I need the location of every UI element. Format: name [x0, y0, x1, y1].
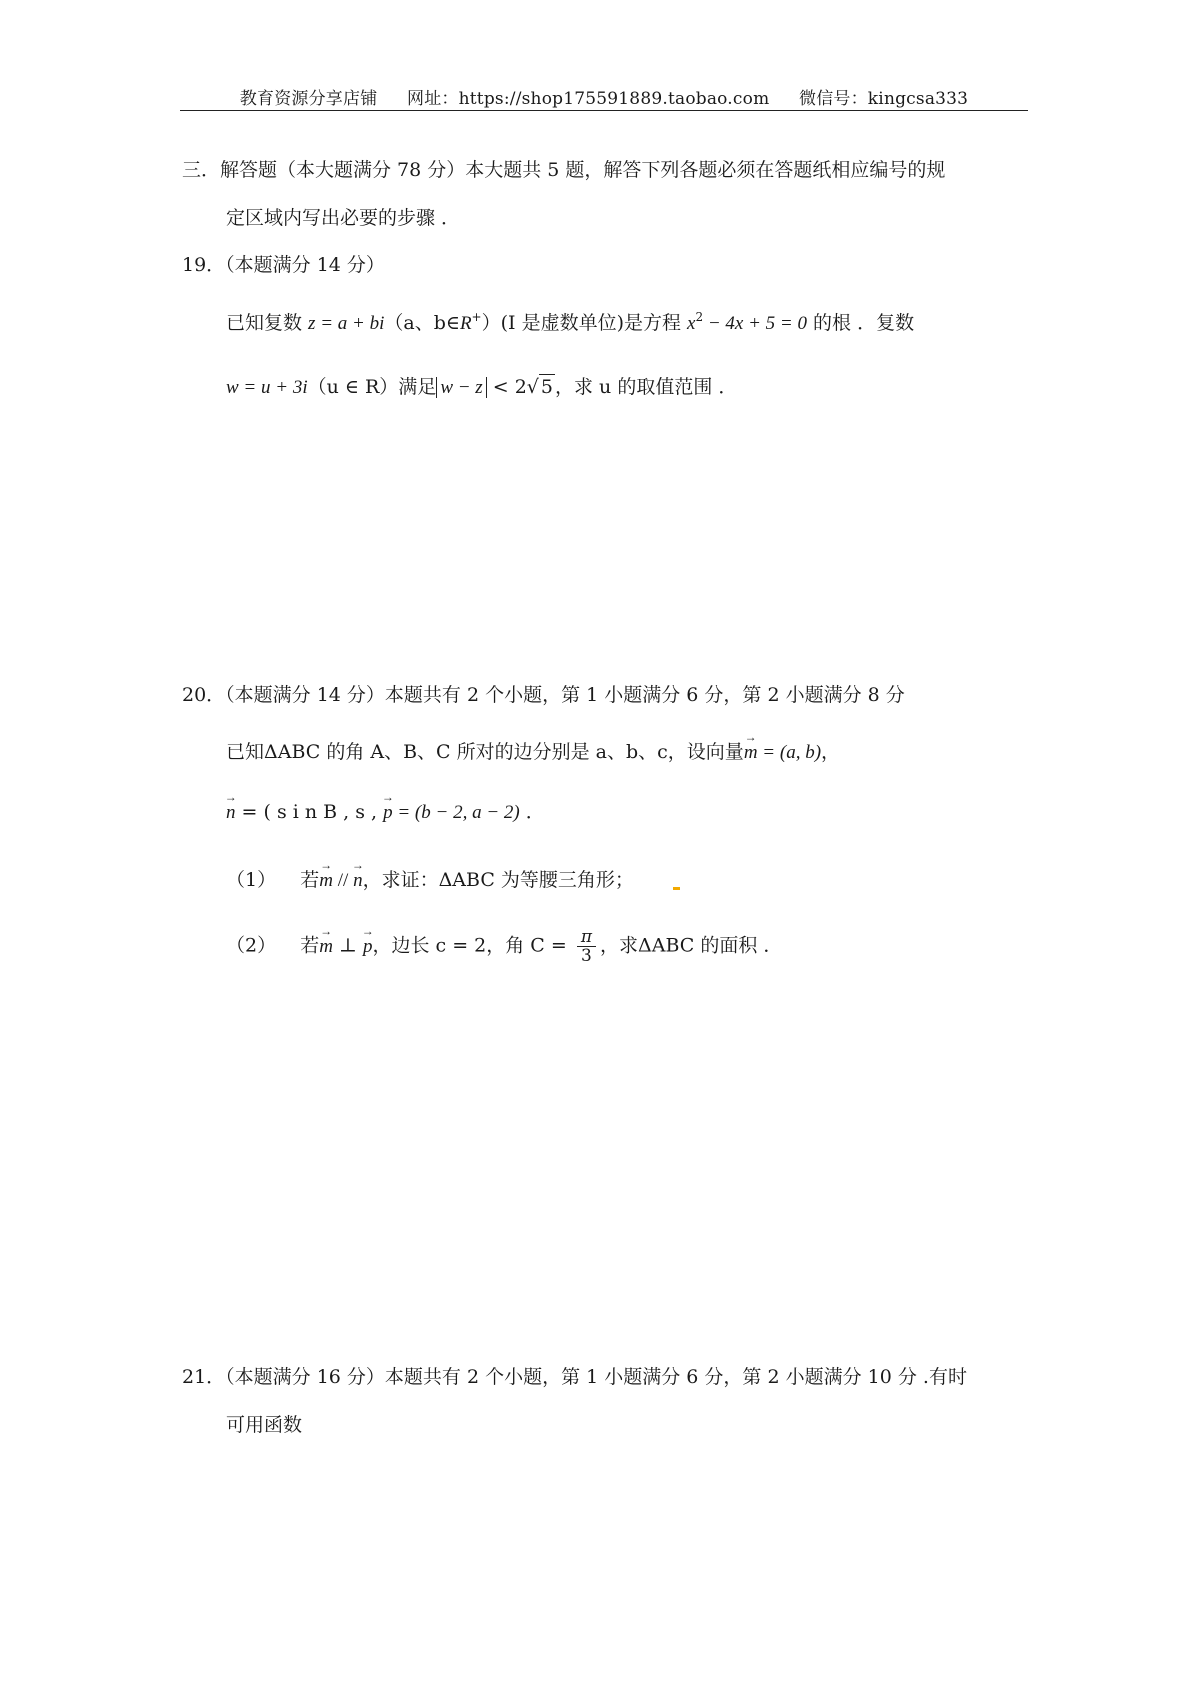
q19-text: 满足 — [398, 376, 437, 398]
q19-text: ）(I 是虚数单位)是方程 — [481, 312, 688, 334]
page-header — [180, 84, 1028, 109]
q20-part2 — [226, 928, 782, 965]
vector-m: → m — [319, 935, 333, 959]
vector-n: → n — [226, 801, 236, 825]
q19-text: ，求 u 的取值范围 ． — [555, 376, 738, 398]
q21-line2: 可用函数 — [226, 1414, 303, 1436]
q19-w-cond: （u ∈ R） — [307, 376, 399, 398]
q20-part1-number: （1） — [226, 869, 277, 891]
sqrt-sign: √ — [526, 376, 539, 398]
q20-text: ，求证：ΔABC 为等腰三角形； — [362, 869, 634, 891]
q20-text: 若 — [300, 869, 320, 891]
q20-n-def: = ( s i n B — [235, 801, 338, 823]
highlight-mark — [673, 887, 680, 890]
header-wechat: 微信号：kingcsa333 — [799, 89, 969, 109]
q20-text: ，求ΔABC 的面积 ． — [600, 934, 783, 957]
q20-text: ，边长 c = 2，角 C = — [372, 934, 573, 957]
q20-part1 — [226, 868, 634, 893]
vector-p: → p — [383, 801, 393, 825]
q20-m-def: = (a, b) — [757, 742, 822, 763]
vector-m: → m — [744, 741, 758, 765]
vector-n: → n — [353, 869, 363, 893]
q19-text: （a、b∈ — [384, 312, 460, 334]
perpendicular-symbol: ⊥ — [333, 934, 363, 957]
q19-set-r: R — [459, 313, 472, 334]
q20-p-def: = (b − 2, a − 2) — [392, 802, 520, 823]
q19-radicand: 5 — [540, 376, 553, 398]
q19-lt: < 2 — [486, 376, 527, 398]
q20-text: , s , — [337, 801, 378, 823]
q20-part2-number: （2） — [226, 934, 277, 957]
q19-z-equation: z = a + bi — [308, 313, 385, 334]
section-heading-line2: 定区域内写出必要的步骤 ． — [226, 207, 461, 229]
header-shop: 教育资源分享店铺 — [239, 89, 378, 109]
q20-text: 若 — [300, 934, 320, 957]
q19-w-equation: w = u + 3i — [226, 377, 308, 398]
section-heading-line1: 三．解答题（本大题满分 78 分）本大题共 5 题，解答下列各题必须在答题纸相应编号的规 — [182, 159, 946, 181]
q19-abs-value: w − z — [436, 377, 486, 398]
q19-text: 的根 ．复数 — [807, 312, 915, 334]
q19-sqrt — [527, 374, 555, 399]
q20-title: 20．（本题满分 14 分）本题共有 2 个小题，第 1 小题满分 6 分，第 2 小题满分 8 分 — [182, 684, 905, 706]
q19-x: x — [687, 313, 696, 334]
q21-title: 21．（本题满分 16 分）本题共有 2 个小题，第 1 小题满分 6 分，第 2 小题满分 10 分 .有时 — [182, 1366, 967, 1388]
q19-line2 — [226, 374, 737, 400]
q19-title: 19．（本题满分 14 分） — [182, 254, 385, 276]
header-url: 网址：https://shop175591889.taobao.com — [407, 89, 770, 109]
q19-set-sup: + — [471, 310, 482, 324]
parallel-symbol: // — [333, 870, 354, 891]
header-divider — [180, 110, 1028, 111]
angle-fraction — [577, 928, 596, 965]
fraction-numerator: π — [577, 928, 596, 947]
q20-text: ， — [821, 741, 841, 763]
q19-poly: − 4x + 5 = 0 — [703, 313, 808, 334]
q19-text: 已知复数 — [226, 312, 309, 334]
vector-p: → p — [363, 935, 373, 959]
q20-text: 已知ΔABC 的角 A、B、C 所对的边分别是 a、b、c，设向量 — [226, 741, 744, 763]
q19-line1 — [226, 311, 914, 336]
q19-x-exp: 2 — [695, 310, 704, 324]
q20-line2 — [226, 800, 545, 825]
fraction-denominator: 3 — [581, 946, 592, 966]
vector-m: → m — [319, 869, 333, 893]
q20-text: ． — [519, 801, 545, 823]
q20-line1 — [226, 740, 840, 765]
